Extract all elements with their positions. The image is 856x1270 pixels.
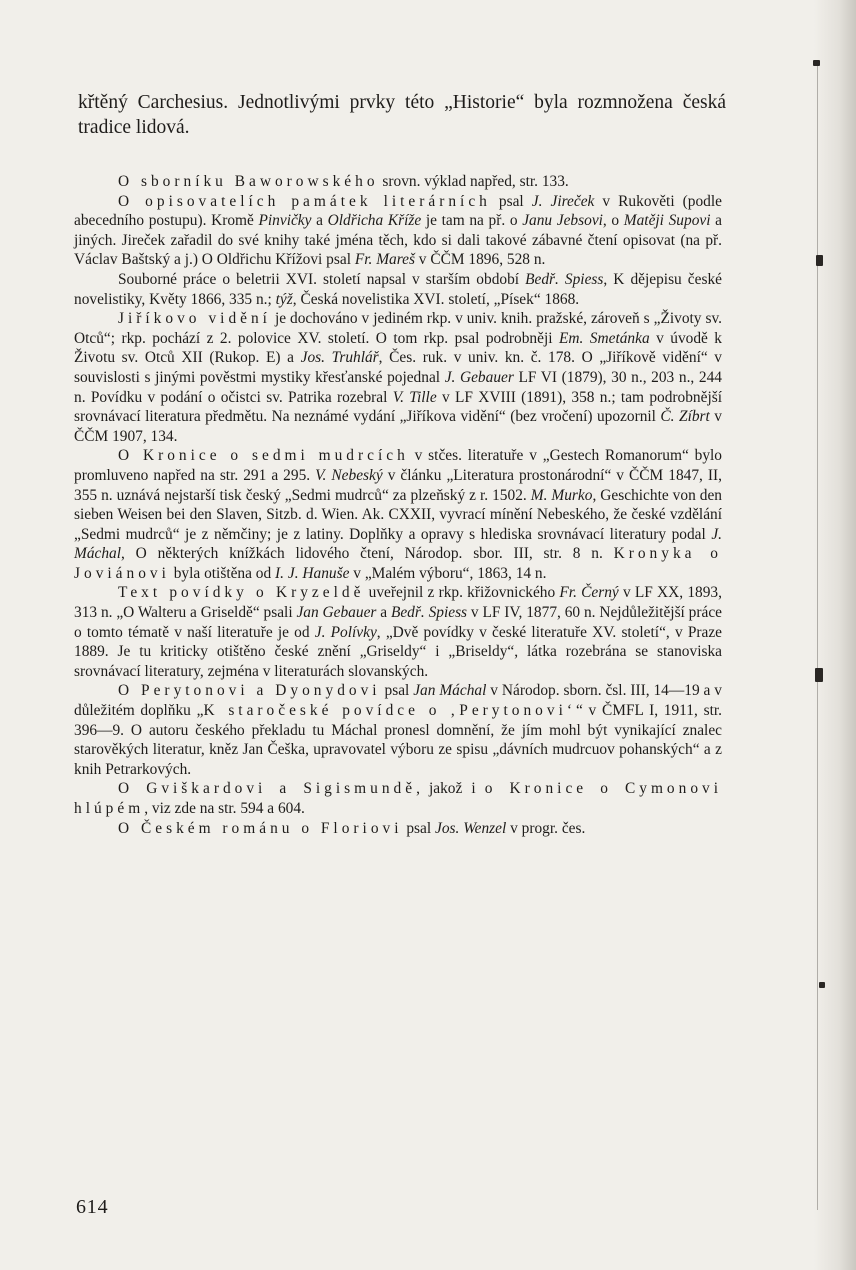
note-text: v progr. čes. — [506, 819, 586, 837]
note-paragraph — [74, 309, 722, 446]
note-paragraph — [74, 819, 722, 839]
author-name: týž — [275, 290, 293, 308]
scan-speck — [813, 60, 820, 66]
note-text: v ČČM 1907, 134. — [74, 408, 722, 445]
note-text: , o — [602, 212, 624, 230]
note-text: v „Malém výboru“, 1863, 14 n. — [349, 564, 547, 582]
note-paragraph — [74, 172, 722, 192]
author-name: Pinvičky — [258, 212, 312, 230]
note-heading-spaced: O sborníku Baworowského — [118, 173, 379, 190]
note-heading-spaced: O Kronice o sedmi mudrcích — [118, 447, 409, 465]
note-text: , Čes. ruk. v univ. kn. č. 178. O „Jiříkově vidění“ v souvislosti s jinými pověstmi mystiky křesťanské pojednal — [74, 349, 722, 386]
note-paragraph — [74, 446, 722, 583]
author-name: I. J. Hanuše — [275, 564, 350, 582]
author-name: J. Gebauer — [444, 368, 514, 386]
note-text: a — [376, 604, 391, 622]
author-name: M. Murko — [530, 486, 593, 504]
page-edge-shadow — [814, 0, 856, 1270]
spaced-title: Kronyka o Joviánovi — [74, 545, 723, 582]
author-name: Fr. Černý — [559, 584, 619, 602]
note-paragraph — [74, 681, 722, 779]
intro-paragraph — [78, 90, 726, 140]
note-text: v LF IV, 1877, 60 n. Nejdůležitější práce o tomto tématě v naší literatuře je od — [74, 604, 722, 641]
author-name: Matěji Supovi — [623, 212, 711, 230]
note-text: v Rukověti (podle abecedního postupu). Kromě — [74, 192, 722, 230]
note-text: v stčes. literatuře v „Gestech Romanorum“ bylo promluveno napřed na str. 291 a 295. — [74, 447, 722, 484]
note-text: je dochováno v jediném rkp. v univ. knih. pražské, zároveň s „Životy sv. Otců“; rkp. pochází z 2. polovice XV. století. O tom rkp. psal podrobněji — [74, 310, 722, 347]
note-text: , O některých knížkách lidového čtení, Národop. sbor. III, str. 8 n. — [121, 545, 614, 563]
note-heading-spaced: O Perytonovi a Dyonydovi — [118, 682, 381, 700]
note-text: LF VI (1879), 30 n., 203 n., 244 n. Povídku v podání o očistci sv. Patrika rozebral — [74, 368, 722, 406]
note-text: v LF XX, 1893, 313 n. „O Walteru a Griseldě“ psali — [74, 584, 722, 622]
page-edge-line — [817, 60, 818, 1210]
author-name: Janu Jebsovi — [522, 212, 603, 230]
author-name: Fr. Mareš — [354, 251, 415, 269]
note-text: byla otištěna od — [169, 564, 276, 582]
author-name: Bedř. Spiess — [390, 604, 468, 622]
page-number: 614 — [76, 1196, 109, 1218]
note-paragraph — [74, 192, 722, 270]
note-text: v úvodě k Životu sv. Otců XII (Rukop. E) a — [74, 329, 723, 367]
author-name: J. Polívky — [314, 623, 377, 641]
note-text: a — [311, 212, 328, 230]
note-text: “ v ČMFL I, 1911, str. 396—9. O autoru českého překladu tu Máchal pronesl domnění, že jím mohl být vynikající znalec starověkých literatur, kněz Jan Češka, upravovatel výboru ze spisu „dávních mudrcuov pohanských“ a z knih Petrarkových. — [74, 702, 722, 778]
scan-speck — [815, 668, 823, 682]
scan-speck — [816, 255, 823, 266]
spaced-title: K staročeské povídce o ‚Perytonovi‘ — [203, 702, 576, 720]
author-name: J. Máchal — [74, 525, 722, 563]
bibliographic-notes — [74, 172, 722, 838]
note-text: v článku „Literatura prostonárodní“ v ČČM 1847, II, 355 n. uznává nejstarší tisk český „Sedmi mudrců“ za plzeňský z r. 1502. — [74, 466, 722, 504]
note-text: v ČČM 1896, 528 n. — [414, 251, 546, 269]
note-text: Souborné práce o beletrii XVI. století napsal v starším období — [118, 270, 526, 288]
note-text: psal — [402, 819, 436, 837]
author-name: Jan Gebauer — [296, 604, 377, 622]
note-text: je tam na př. o — [421, 212, 523, 230]
note-text: , „Dvě povídky v české literatuře XV. století“, v Praze 1889. Je tu kriticky otištěno české znění „Griseldy“ i „Briseldy“, látka rozebrána se stanoviska srovnávací literatury, zejména v literaturách slovanských. — [74, 623, 723, 680]
author-name: V. Tille — [392, 388, 437, 406]
author-name: Jos. Truhlář — [300, 349, 379, 367]
note-heading-spaced: Text povídky o Kryzeldě — [118, 584, 365, 602]
note-heading-spaced: O Českém románu o Floriovi — [118, 819, 403, 837]
author-name: Bedř. Spiess — [525, 270, 604, 288]
author-name: Em. Smetánka — [558, 329, 650, 347]
author-name: Č. Zíbrt — [660, 408, 710, 426]
note-paragraph — [74, 779, 722, 818]
author-name: Oldřicha Kříže — [327, 212, 422, 230]
author-name: Jos. Wenzel — [435, 819, 507, 837]
note-text: , Česká novelistika XVI. století, „Písek“ 1868. — [292, 290, 580, 308]
note-text: srovn. výklad napřed, str. 133. — [378, 173, 569, 190]
note-text: psal — [490, 192, 532, 210]
note-text: , Geschichte von den sieben Weisen bei den Slaven, Sitzb. d. Wien. Ak. CXXII, vyvrací mínění Nebeského, že české vzdělání „Sedmi mudrců“ je z němčiny; je z latiny. Doplňky a opravy s hlediska srovnávací literatury podal — [74, 486, 722, 543]
note-heading-spaced: Jiříkovo vidění — [118, 310, 271, 328]
note-paragraph — [74, 270, 722, 309]
scan-speck — [819, 982, 825, 988]
spaced-title: o Kronice o Cymonovi hlúpém — [74, 780, 723, 817]
note-heading-spaced: O Gviškardovi a Sigismundě — [118, 780, 417, 798]
author-name: V. Nebeský — [315, 466, 383, 484]
note-text: , jakož i — [416, 780, 485, 798]
note-text: , viz zde na str. 594 a 604. — [144, 800, 305, 817]
note-paragraph — [74, 583, 722, 681]
note-text: psal — [380, 682, 414, 700]
note-text: , K dějepisu české novelistiky, Květy 1866, 335 n.; — [74, 270, 722, 308]
author-name: Jan Máchal — [413, 682, 487, 700]
note-text: a jiných. Jireček zařadil do své knihy také jména těch, kdo si dali takové zábavné čtení opisovat (na př. Václav Baštský a j.) O Oldřichu Křížovi psal — [74, 212, 722, 269]
note-text: v Národop. sborn. čsl. III, 14—19 a v důležitém doplňku „ — [74, 682, 722, 720]
author-name: J. Jireček — [531, 192, 595, 210]
note-text: uveřejnil z rkp. křižovnického — [364, 584, 560, 602]
note-text: v LF XVIII (1891), 358 n.; tam podrobnější srovnávací literatura předmětu. Na neznámé vydání „Jiříkova vidění“ (bez vročení) upozornil — [74, 388, 722, 426]
intro-text: křtěný Carchesius. Jednotlivými prvky této „Historie“ byla rozmnožena česká tradice lidová. — [78, 92, 726, 138]
note-heading-spaced: O opisovatelích památek literárních — [118, 192, 491, 210]
